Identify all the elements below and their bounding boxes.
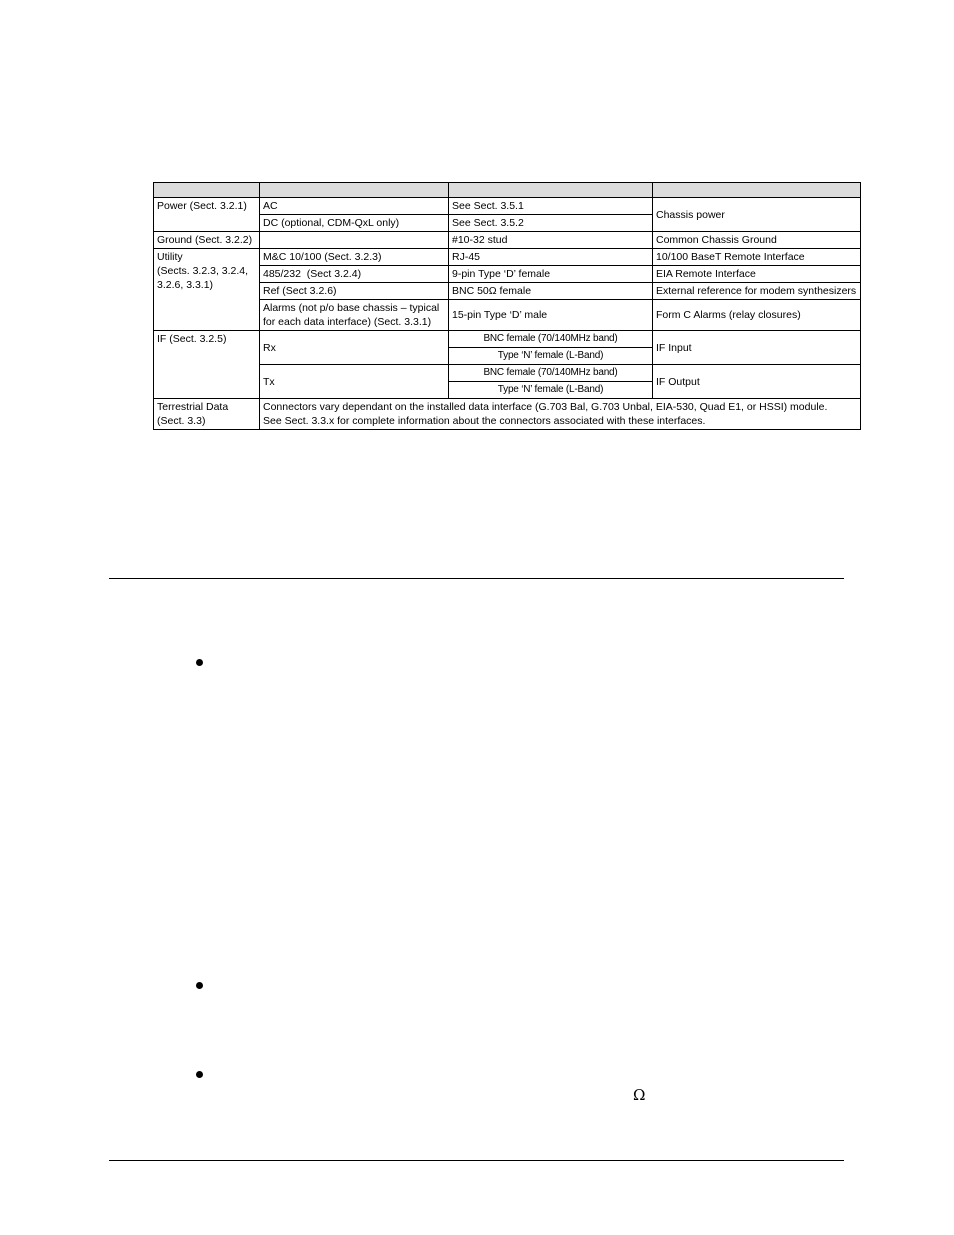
utility-ref-type: BNC 50Ω female xyxy=(449,283,653,300)
power-dc-type: See Sect. 3.5.2 xyxy=(449,215,653,232)
terrestrial-description xyxy=(260,399,861,430)
table-row xyxy=(154,283,861,300)
if-tx: Tx xyxy=(260,365,449,399)
utility-label: Utility (Sects. 3.2.3, 3.2.4, 3.2.6, 3.3.1) xyxy=(154,249,260,331)
power-function: Chassis power xyxy=(653,198,861,232)
terrestrial-label: Terrestrial Data (Sect. 3.3) xyxy=(154,399,260,430)
table-row xyxy=(154,198,861,215)
utility-ref: Ref (Sect 3.2.6) xyxy=(260,283,449,300)
utility-mc: M&C 10/100 (Sect. 3.2.3) xyxy=(260,249,449,266)
header-function xyxy=(653,183,861,198)
if-tx-n: Type ‘N’ female (L-Band) xyxy=(449,382,653,399)
utility-serial-function: EIA Remote Interface xyxy=(653,266,861,283)
utility-alarms-function: Form C Alarms (relay closures) xyxy=(653,300,861,331)
table-row xyxy=(154,365,861,382)
utility-mc-function: 10/100 BaseT Remote Interface xyxy=(653,249,861,266)
utility-ref-function: External reference for modem synthesizers xyxy=(653,283,861,300)
header-connector-type xyxy=(449,183,653,198)
power-ac-type: See Sect. 3.5.1 xyxy=(449,198,653,215)
if-tx-function: IF Output xyxy=(653,365,861,399)
table-row xyxy=(154,266,861,283)
utility-alarms-type: 15-pin Type ‘D’ male xyxy=(449,300,653,331)
bullet-1 xyxy=(196,659,203,666)
header-connector-group xyxy=(154,183,260,198)
if-label: IF (Sect. 3.2.5) xyxy=(154,331,260,399)
terrestrial-line-2: See Sect. 3.3.x for complete information about the connectors associated with these interfaces. xyxy=(263,415,706,427)
ground-name xyxy=(260,232,449,249)
terrestrial-line-1: Connectors vary dependant on the installed data interface (G.703 Bal, G.703 Unbal, EIA-530, Quad E1, or HSSI) module. xyxy=(263,401,828,413)
power-ac: AC xyxy=(260,198,449,215)
if-rx-bnc: BNC female (70/140MHz band) xyxy=(449,331,653,348)
table-header-row xyxy=(154,183,861,198)
table-row xyxy=(154,300,861,331)
omega-symbol: Ω xyxy=(633,1086,646,1104)
if-rx-function: IF Input xyxy=(653,331,861,365)
ground-label: Ground (Sect. 3.2.2) xyxy=(154,232,260,249)
footer-divider xyxy=(109,1160,844,1161)
power-label: Power (Sect. 3.2.1) xyxy=(154,198,260,232)
header-connector-name xyxy=(260,183,449,198)
utility-alarms: Alarms (not p/o base chassis – typical for each data interface) (Sect. 3.3.1) xyxy=(260,300,449,331)
utility-serial-type: 9-pin Type ‘D’ female xyxy=(449,266,653,283)
if-rx-n: Type ‘N’ female (L-Band) xyxy=(449,348,653,365)
connector-table xyxy=(153,182,861,430)
section-divider xyxy=(109,578,844,579)
table-row xyxy=(154,399,861,430)
utility-mc-type: RJ-45 xyxy=(449,249,653,266)
table-row xyxy=(154,249,861,266)
if-rx: Rx xyxy=(260,331,449,365)
table-row xyxy=(154,331,861,348)
bullet-2 xyxy=(196,982,203,989)
table-row xyxy=(154,232,861,249)
ground-function: Common Chassis Ground xyxy=(653,232,861,249)
utility-serial: 485/232 (Sect 3.2.4) xyxy=(260,266,449,283)
if-tx-bnc: BNC female (70/140MHz band) xyxy=(449,365,653,382)
ground-type: #10-32 stud xyxy=(449,232,653,249)
power-dc: DC (optional, CDM-QxL only) xyxy=(260,215,449,232)
bullet-3 xyxy=(196,1071,203,1078)
